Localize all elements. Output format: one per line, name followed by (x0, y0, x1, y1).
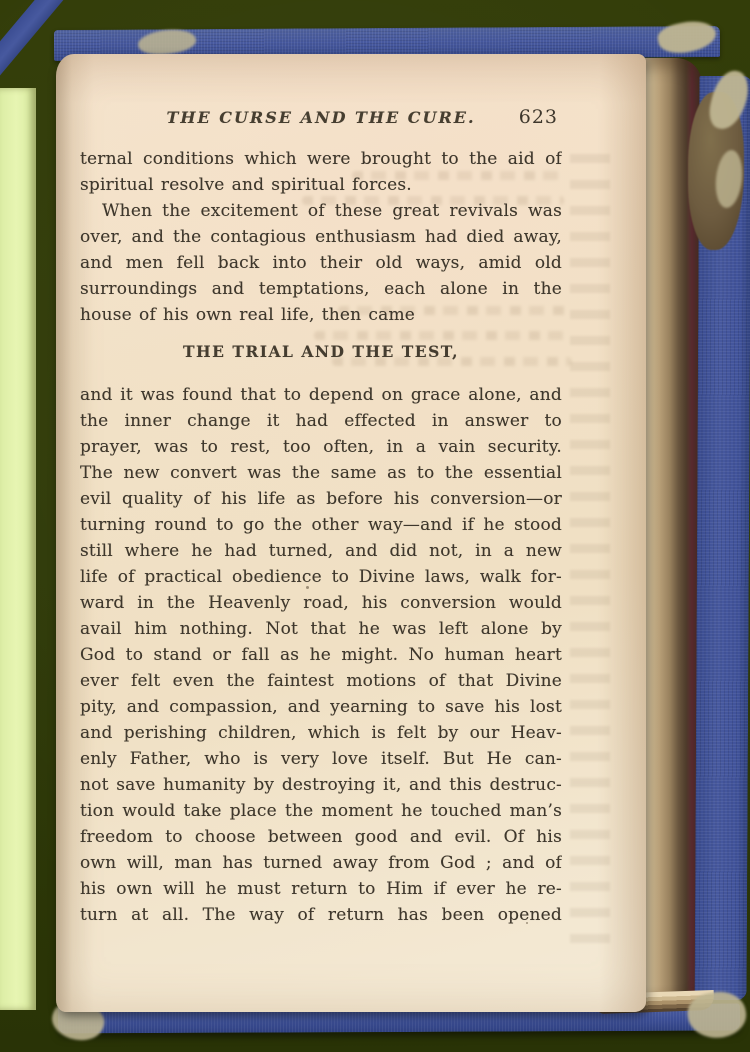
page-body (80, 146, 562, 928)
running-head (80, 108, 562, 127)
page-number: 623 (518, 106, 558, 128)
text-line: turn at all. The way of return has been opened (80, 905, 562, 925)
text-line: spiritual resolve and spiritual forces. (80, 175, 412, 195)
text-column (80, 54, 562, 1012)
text-line: freedom to choose between good and evil. Of his (80, 827, 562, 847)
facing-page-block-edge (0, 88, 36, 1010)
text-line: turning round to go the other way—and if he stood (80, 515, 562, 535)
text-line: When the excitement of these great revivals was (102, 201, 562, 221)
text-line: and perishing children, which is felt by our Heav- (80, 723, 562, 743)
text-line: the inner change it had effected in answer to (80, 411, 562, 431)
text-line: enly Father, who is very love itself. But He can- (80, 749, 562, 769)
text-line: house of his own real life, then came (80, 305, 416, 325)
text-line: his own will he must return to Him if ever he re- (80, 879, 562, 899)
text-line: tion would take place the moment he touched man’s (80, 801, 562, 821)
text-line: over, and the contagious enthusiasm had died away, (80, 227, 562, 247)
text-line: God to stand or fall as he might. No human heart (80, 645, 562, 665)
text-line: surroundings and temptations, each alone in the (80, 279, 562, 299)
text-line: ternal conditions which were brought to the aid of (80, 149, 562, 169)
text-line: The new convert was the same as to the essential (80, 463, 562, 483)
section-heading: THE TRIAL AND THE TEST, (182, 342, 460, 361)
text-line: and men fell back into their old ways, amid old (80, 253, 562, 273)
running-head-title: THE CURSE AND THE CURE. (166, 108, 476, 127)
text-line: pity, and compassion, and yearning to save his lost (80, 697, 562, 717)
text-line: ward in the Heavenly road, his conversion would (80, 593, 562, 613)
text-line: ever felt even the faintest motions of that Divine (80, 671, 562, 691)
ink-bleedthrough-margin (570, 154, 610, 954)
text-line: avail him nothing. Not that he was left alone by (80, 619, 562, 639)
text-line: prayer, was to rest, too often, in a vain security. (80, 437, 562, 457)
text-line: life of practical obedience to Divine laws, walk for- (80, 567, 562, 587)
text-line: still where he had turned, and did not, in a new (80, 541, 562, 561)
text-line: own will, man has turned away from God ; and of (80, 853, 562, 873)
text-line: and it was found that to depend on grace alone, and (80, 385, 562, 405)
book-page (56, 54, 646, 1012)
text-line: not save humanity by destroying it, and this destruc- (80, 775, 562, 795)
text-line: evil quality of his life as before his conversion—or (80, 489, 562, 509)
